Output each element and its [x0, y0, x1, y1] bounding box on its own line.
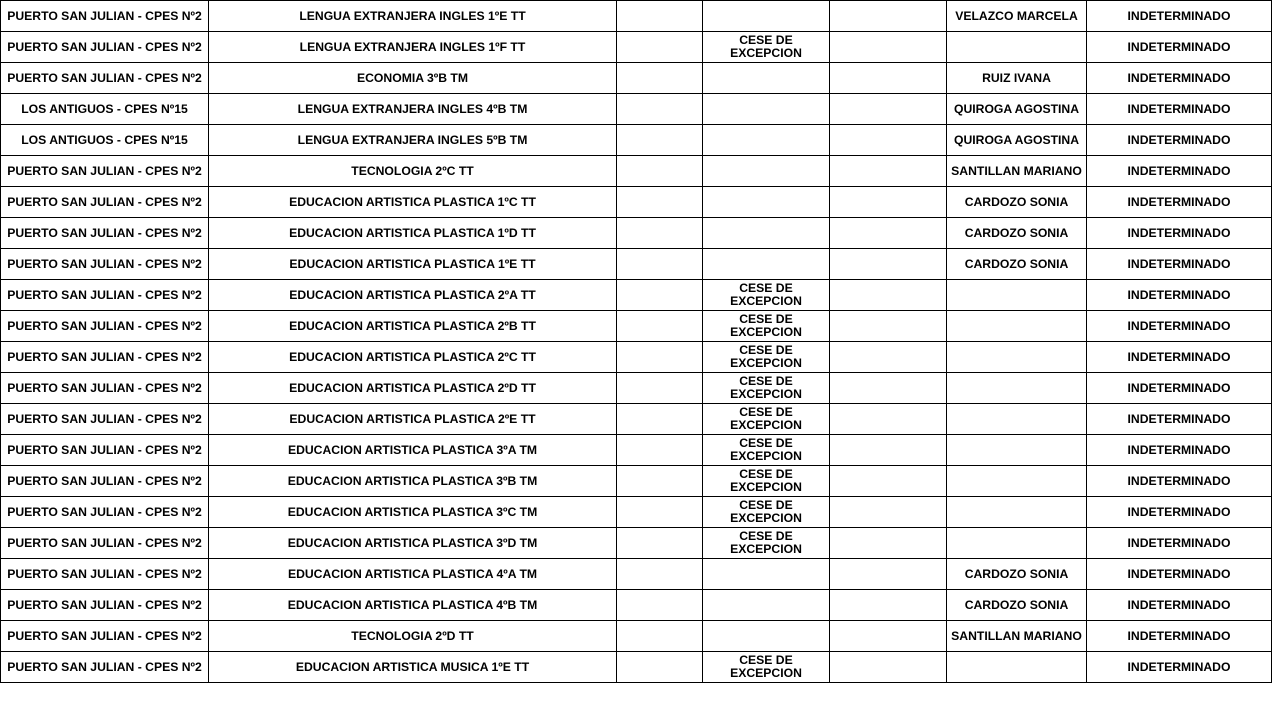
motivo-cell	[703, 63, 830, 94]
motivo-cell	[703, 187, 830, 218]
motivo-cell	[703, 156, 830, 187]
table-row	[1, 32, 1272, 63]
caracter-cell: INDETERMINADO	[1087, 218, 1272, 249]
motivo-cell: CESE DE EXCEPCION	[703, 528, 830, 559]
motivo-cell	[703, 94, 830, 125]
location-cell: PUERTO SAN JULIAN - CPES Nº2	[1, 373, 209, 404]
caracter-cell: INDETERMINADO	[1087, 497, 1272, 528]
location-cell: PUERTO SAN JULIAN - CPES Nº2	[1, 311, 209, 342]
empty-cell-a	[617, 311, 703, 342]
empty-cell-a	[617, 373, 703, 404]
caracter-cell: INDETERMINADO	[1087, 1, 1272, 32]
location-cell: PUERTO SAN JULIAN - CPES Nº2	[1, 218, 209, 249]
docente-cell: QUIROGA AGOSTINA	[947, 125, 1087, 156]
table-row	[1, 621, 1272, 652]
empty-cell-a	[617, 187, 703, 218]
motivo-cell	[703, 218, 830, 249]
docente-cell	[947, 435, 1087, 466]
location-cell: PUERTO SAN JULIAN - CPES Nº2	[1, 32, 209, 63]
motivo-cell: CESE DE EXCEPCION	[703, 404, 830, 435]
empty-cell-a	[617, 652, 703, 683]
location-cell: PUERTO SAN JULIAN - CPES Nº2	[1, 559, 209, 590]
table-row	[1, 218, 1272, 249]
subject-cell: LENGUA EXTRANJERA INGLES 1ºF TT	[209, 32, 617, 63]
empty-cell-b	[830, 590, 947, 621]
motivo-cell: CESE DE EXCEPCION	[703, 652, 830, 683]
empty-cell-a	[617, 404, 703, 435]
table-row	[1, 63, 1272, 94]
location-cell: PUERTO SAN JULIAN - CPES Nº2	[1, 1, 209, 32]
subject-cell: LENGUA EXTRANJERA INGLES 1ºE TT	[209, 1, 617, 32]
table-row	[1, 125, 1272, 156]
table-row	[1, 404, 1272, 435]
motivo-cell: CESE DE EXCEPCION	[703, 373, 830, 404]
subject-cell: EDUCACION ARTISTICA PLASTICA 3ºC TM	[209, 497, 617, 528]
empty-cell-a	[617, 156, 703, 187]
docente-cell	[947, 280, 1087, 311]
docente-cell: CARDOZO SONIA	[947, 249, 1087, 280]
docente-cell	[947, 32, 1087, 63]
subject-cell: EDUCACION ARTISTICA MUSICA 1ºE TT	[209, 652, 617, 683]
docente-cell: SANTILLAN MARIANO	[947, 621, 1087, 652]
subject-cell: EDUCACION ARTISTICA PLASTICA 3ºA TM	[209, 435, 617, 466]
docente-cell: CARDOZO SONIA	[947, 590, 1087, 621]
docente-cell	[947, 497, 1087, 528]
caracter-cell: INDETERMINADO	[1087, 63, 1272, 94]
empty-cell-b	[830, 621, 947, 652]
empty-cell-a	[617, 466, 703, 497]
empty-cell-b	[830, 528, 947, 559]
docente-cell	[947, 373, 1087, 404]
empty-cell-a	[617, 63, 703, 94]
caracter-cell: INDETERMINADO	[1087, 528, 1272, 559]
empty-cell-b	[830, 466, 947, 497]
table-row	[1, 1, 1272, 32]
docente-cell: QUIROGA AGOSTINA	[947, 94, 1087, 125]
location-cell: PUERTO SAN JULIAN - CPES Nº2	[1, 466, 209, 497]
location-cell: PUERTO SAN JULIAN - CPES Nº2	[1, 187, 209, 218]
table-row	[1, 249, 1272, 280]
empty-cell-b	[830, 652, 947, 683]
location-cell: PUERTO SAN JULIAN - CPES Nº2	[1, 652, 209, 683]
caracter-cell: INDETERMINADO	[1087, 32, 1272, 63]
location-cell: PUERTO SAN JULIAN - CPES Nº2	[1, 342, 209, 373]
docente-cell: SANTILLAN MARIANO	[947, 156, 1087, 187]
empty-cell-b	[830, 125, 947, 156]
caracter-cell: INDETERMINADO	[1087, 621, 1272, 652]
table-row	[1, 342, 1272, 373]
table-row	[1, 187, 1272, 218]
table-row	[1, 311, 1272, 342]
caracter-cell: INDETERMINADO	[1087, 590, 1272, 621]
subject-cell: EDUCACION ARTISTICA PLASTICA 3ºD TM	[209, 528, 617, 559]
location-cell: PUERTO SAN JULIAN - CPES Nº2	[1, 404, 209, 435]
subject-cell: EDUCACION ARTISTICA PLASTICA 2ºA TT	[209, 280, 617, 311]
empty-cell-b	[830, 32, 947, 63]
caracter-cell: INDETERMINADO	[1087, 559, 1272, 590]
docente-cell	[947, 311, 1087, 342]
table-row	[1, 528, 1272, 559]
subject-cell: TECNOLOGIA 2ºC TT	[209, 156, 617, 187]
motivo-cell: CESE DE EXCEPCION	[703, 311, 830, 342]
location-cell: PUERTO SAN JULIAN - CPES Nº2	[1, 249, 209, 280]
location-cell: LOS ANTIGUOS - CPES Nº15	[1, 125, 209, 156]
motivo-cell	[703, 125, 830, 156]
caracter-cell: INDETERMINADO	[1087, 125, 1272, 156]
caracter-cell: INDETERMINADO	[1087, 404, 1272, 435]
subject-cell: LENGUA EXTRANJERA INGLES 4ºB TM	[209, 94, 617, 125]
docente-cell: RUIZ IVANA	[947, 63, 1087, 94]
table-row	[1, 435, 1272, 466]
caracter-cell: INDETERMINADO	[1087, 94, 1272, 125]
empty-cell-b	[830, 497, 947, 528]
empty-cell-b	[830, 1, 947, 32]
motivo-cell: CESE DE EXCEPCION	[703, 466, 830, 497]
motivo-cell: CESE DE EXCEPCION	[703, 342, 830, 373]
location-cell: PUERTO SAN JULIAN - CPES Nº2	[1, 528, 209, 559]
docente-cell: CARDOZO SONIA	[947, 218, 1087, 249]
empty-cell-b	[830, 94, 947, 125]
empty-cell-a	[617, 94, 703, 125]
location-cell: PUERTO SAN JULIAN - CPES Nº2	[1, 63, 209, 94]
empty-cell-b	[830, 63, 947, 94]
empty-cell-a	[617, 218, 703, 249]
caracter-cell: INDETERMINADO	[1087, 187, 1272, 218]
motivo-cell: CESE DE EXCEPCION	[703, 435, 830, 466]
docente-cell	[947, 342, 1087, 373]
caracter-cell: INDETERMINADO	[1087, 652, 1272, 683]
motivo-cell	[703, 559, 830, 590]
subject-cell: EDUCACION ARTISTICA PLASTICA 4ºA TM	[209, 559, 617, 590]
docente-cell: CARDOZO SONIA	[947, 187, 1087, 218]
caracter-cell: INDETERMINADO	[1087, 311, 1272, 342]
subject-cell: EDUCACION ARTISTICA PLASTICA 1ºC TT	[209, 187, 617, 218]
table-body	[1, 1, 1272, 683]
table-row	[1, 280, 1272, 311]
docente-cell: CARDOZO SONIA	[947, 559, 1087, 590]
subject-cell: LENGUA EXTRANJERA INGLES 5ºB TM	[209, 125, 617, 156]
docente-cell	[947, 652, 1087, 683]
location-cell: LOS ANTIGUOS - CPES Nº15	[1, 94, 209, 125]
subject-cell: EDUCACION ARTISTICA PLASTICA 2ºD TT	[209, 373, 617, 404]
empty-cell-b	[830, 404, 947, 435]
docente-cell	[947, 404, 1087, 435]
empty-cell-a	[617, 280, 703, 311]
caracter-cell: INDETERMINADO	[1087, 466, 1272, 497]
subject-cell: ECONOMIA 3ºB TM	[209, 63, 617, 94]
location-cell: PUERTO SAN JULIAN - CPES Nº2	[1, 621, 209, 652]
location-cell: PUERTO SAN JULIAN - CPES Nº2	[1, 497, 209, 528]
empty-cell-a	[617, 1, 703, 32]
docente-cell	[947, 466, 1087, 497]
table-row	[1, 559, 1272, 590]
empty-cell-a	[617, 249, 703, 280]
subject-cell: EDUCACION ARTISTICA PLASTICA 2ºB TT	[209, 311, 617, 342]
caracter-cell: INDETERMINADO	[1087, 249, 1272, 280]
empty-cell-b	[830, 249, 947, 280]
location-cell: PUERTO SAN JULIAN - CPES Nº2	[1, 156, 209, 187]
empty-cell-b	[830, 187, 947, 218]
table-row	[1, 156, 1272, 187]
motivo-cell: CESE DE EXCEPCION	[703, 280, 830, 311]
empty-cell-a	[617, 621, 703, 652]
caracter-cell: INDETERMINADO	[1087, 280, 1272, 311]
motivo-cell: CESE DE EXCEPCION	[703, 497, 830, 528]
motivo-cell: CESE DE EXCEPCION	[703, 32, 830, 63]
subject-cell: EDUCACION ARTISTICA PLASTICA 1ºD TT	[209, 218, 617, 249]
empty-cell-a	[617, 497, 703, 528]
location-cell: PUERTO SAN JULIAN - CPES Nº2	[1, 590, 209, 621]
empty-cell-b	[830, 435, 947, 466]
empty-cell-b	[830, 373, 947, 404]
subject-cell: EDUCACION ARTISTICA PLASTICA 4ºB TM	[209, 590, 617, 621]
table-row	[1, 652, 1272, 683]
empty-cell-a	[617, 125, 703, 156]
location-cell: PUERTO SAN JULIAN - CPES Nº2	[1, 435, 209, 466]
table-row	[1, 94, 1272, 125]
subject-cell: EDUCACION ARTISTICA PLASTICA 2ºC TT	[209, 342, 617, 373]
empty-cell-a	[617, 435, 703, 466]
subject-cell: TECNOLOGIA 2ºD TT	[209, 621, 617, 652]
table-row	[1, 466, 1272, 497]
table-row	[1, 497, 1272, 528]
empty-cell-a	[617, 32, 703, 63]
empty-cell-b	[830, 559, 947, 590]
motivo-cell	[703, 249, 830, 280]
caracter-cell: INDETERMINADO	[1087, 373, 1272, 404]
subject-cell: EDUCACION ARTISTICA PLASTICA 3ºB TM	[209, 466, 617, 497]
docente-cell: VELAZCO MARCELA	[947, 1, 1087, 32]
subject-cell: EDUCACION ARTISTICA PLASTICA 1ºE TT	[209, 249, 617, 280]
empty-cell-a	[617, 559, 703, 590]
empty-cell-a	[617, 342, 703, 373]
caracter-cell: INDETERMINADO	[1087, 342, 1272, 373]
empty-cell-a	[617, 528, 703, 559]
motivo-cell	[703, 621, 830, 652]
motivo-cell	[703, 590, 830, 621]
subject-cell: EDUCACION ARTISTICA PLASTICA 2ºE TT	[209, 404, 617, 435]
empty-cell-b	[830, 156, 947, 187]
empty-cell-b	[830, 280, 947, 311]
location-cell: PUERTO SAN JULIAN - CPES Nº2	[1, 280, 209, 311]
empty-cell-b	[830, 311, 947, 342]
table-row	[1, 373, 1272, 404]
motivo-cell	[703, 1, 830, 32]
empty-cell-a	[617, 590, 703, 621]
caracter-cell: INDETERMINADO	[1087, 156, 1272, 187]
empty-cell-b	[830, 218, 947, 249]
docente-cell	[947, 528, 1087, 559]
empty-cell-b	[830, 342, 947, 373]
table-row	[1, 590, 1272, 621]
caracter-cell: INDETERMINADO	[1087, 435, 1272, 466]
